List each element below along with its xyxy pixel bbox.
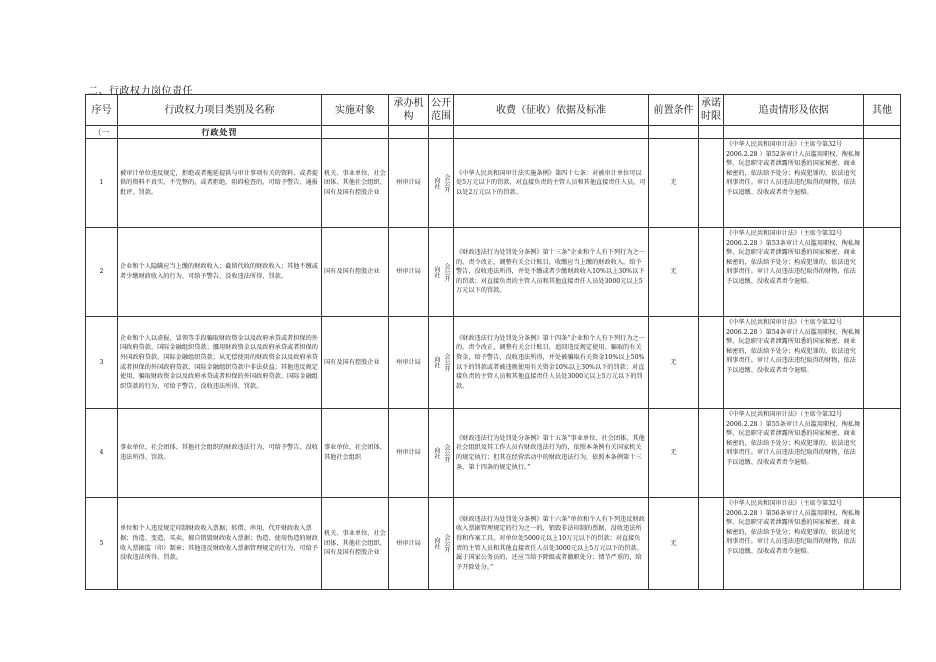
empty-cell <box>699 126 724 139</box>
empty-cell <box>864 126 901 139</box>
row-time-limit <box>699 139 724 228</box>
header-no: 序号 <box>86 95 118 126</box>
table-row <box>86 139 901 228</box>
row-target: 机关、事业单位、社会团体、其他社会组织、国有及国有控股企业 <box>322 498 389 590</box>
row-other <box>864 139 901 228</box>
category-name: 行政处罚 <box>118 126 322 139</box>
header-basis: 收费（征收）依据及标准 <box>454 95 649 126</box>
row-item: 单位和个人违反规定印制财政收入票据；转借、串用、代开财政收入票据；伪造、变造、买卖、擅自销毁财政收入票据；伪造、使用伪造的财政收入票据监（印）制章；其他违反财政收入票据管理规定的行为，可给予没收违法所得、罚款。 <box>118 498 322 590</box>
header-scope: 公开范围 <box>429 95 454 126</box>
header-other: 其他 <box>864 95 901 126</box>
row-agency: 州审计局 <box>389 409 429 498</box>
row-basis: 《财政违法行为处罚处分条例》第十五条“事业单位、社会团体、其他社会组织及其工作人员有财政违法行为的，依照本条例有关国家机关的规定执行；但其在经营活动中的财政违法行为，依照本条例第十三条、第十四条的规定执行。” <box>454 409 649 498</box>
row-scope <box>429 317 454 409</box>
row-basis: 《财政违法行为处罚处分条例》第十三条“企业和个人有下列行为之一的，责令改正，调整有关会计账目，收缴应当上缴的财政收入，给予警告，没收违法所得，并处不缴或者少缴财政收入10%以上30%以下的罚款；对直接负责的主管人员和其他直接责任人员处3000元以上5万元以下的罚款。 <box>454 228 649 317</box>
row-time-limit <box>699 498 724 590</box>
row-agency: 州审计局 <box>389 317 429 409</box>
row-responsibility: 《中华人民共和国审计法》（主席令第32号2006.2.28 ）第53条审计人员滥用职权、徇私舞弊、玩忽职守或者泄露所知悉的国家秘密、商业秘密的，依法给予处分；构成犯罪的，依法追究刑事责任。审计人员违法违纪取得的财物，依法予以追缴、没收或者责令退赔。 <box>724 228 864 317</box>
empty-cell <box>322 126 389 139</box>
row-scope <box>429 498 454 590</box>
row-agency: 州审计局 <box>389 228 429 317</box>
row-scope <box>429 228 454 317</box>
power-responsibility-table <box>85 94 901 590</box>
header-target: 实施对象 <box>322 95 389 126</box>
empty-cell <box>649 126 699 139</box>
empty-cell <box>724 126 864 139</box>
row-scope-b: 会公开 <box>443 173 450 193</box>
row-scope <box>429 139 454 228</box>
row-precondition: 无 <box>649 139 699 228</box>
empty-cell <box>454 126 649 139</box>
row-target: 国有及国有控股企业 <box>322 228 389 317</box>
row-target: 机关、事业单位、社会团体、其他社会组织、国有及国有控股企业 <box>322 139 389 228</box>
header-row <box>86 95 901 126</box>
row-other <box>864 409 901 498</box>
empty-cell <box>429 126 454 139</box>
row-precondition: 无 <box>649 228 699 317</box>
row-agency: 州审计局 <box>389 139 429 228</box>
row-responsibility: 《中华人民共和国审计法》（主席令第32号2006.2.28 ）第52条审计人员滥用职权、徇私舞弊、玩忽职守或者泄露所知悉的国家秘密、商业秘密的，依法给予处分；构成犯罪的，依法追究刑事责任。审计人员违法违纪取得的财物，依法予以追缴、没收或者责令退赔。 <box>724 139 864 228</box>
row-no: 5 <box>86 498 118 590</box>
row-target: 事业单位、社会团体、其他社会组织 <box>322 409 389 498</box>
row-item: 被审计单位违反规定，拒绝或者拖延提供与审计事项有关的资料，或者提供的资料不真实、不完整的，或者拒绝、阻碍检查的，可给予警告、通报批评、罚款。 <box>118 139 322 228</box>
row-scope-b: 会公开 <box>443 534 450 553</box>
row-scope-b: 会公开 <box>443 353 450 372</box>
row-time-limit <box>699 317 724 409</box>
row-other <box>864 228 901 317</box>
table-row <box>86 409 901 498</box>
row-precondition: 无 <box>649 317 699 409</box>
table-row <box>86 317 901 409</box>
row-time-limit <box>699 228 724 317</box>
row-no: 2 <box>86 228 118 317</box>
row-no: 1 <box>86 139 118 228</box>
row-agency: 州审计局 <box>389 498 429 590</box>
header-agency: 承办机构 <box>389 95 429 126</box>
row-scope-b: 会公开 <box>443 443 450 463</box>
row-basis: 《财政违法行为处罚处分条例》第十四条“企业和个人有下列行为之一的，责令改正，调整有关会计账目，追回违反规定使用、骗取的有关资金，给予警告，没收违法所得，并处被骗取有关资金10%以上50%以下的罚款或者被违规使用有关资金10%以上30%以下的罚款；对直接负责的主管人员和其他直接责任人员处3000元以上5万元以下的罚款。 <box>454 317 649 409</box>
row-basis: 《财政违法行为处罚处分条例》第十六条“单位和个人有下列违反财政收入票据管理规定的行为之一的，销毁非法印制的票据，没收违法所得和作案工具。对单位处5000元以上10万元以下的罚款；对直接负责的主管人员和其他直接责任人员处3000元以上5万元以下的罚款。属于国家公务员的，还应当给予降级或者撤职处分；情节严重的，给予开除处分。” <box>454 498 649 590</box>
header-precondition: 前置条件 <box>649 95 699 126</box>
empty-cell <box>389 126 429 139</box>
row-scope-a: 向社 <box>433 446 440 460</box>
row-target: 国有及国有控股企业 <box>322 317 389 409</box>
row-responsibility: 《中华人民共和国审计法》（主席令第32号2006.2.28 ）第56条审计人员滥用职权、徇私舞弊、玩忽职守或者泄露所知悉的国家秘密、商业秘密的，依法给予处分；构成犯罪的，依法追究刑事责任。审计人员违法违纪取得的财物，依法予以追缴、没收或者责令退赔。 <box>724 498 864 590</box>
header-time-limit: 承诺时限 <box>699 95 724 126</box>
row-time-limit <box>699 409 724 498</box>
row-scope-a: 向社 <box>433 537 440 550</box>
row-precondition: 无 <box>649 409 699 498</box>
row-scope <box>429 409 454 498</box>
row-scope-a: 向社 <box>433 356 440 369</box>
row-no: 3 <box>86 317 118 409</box>
header-responsibility: 追责情形及依据 <box>724 95 864 126</box>
row-basis: 《中华人民共和国审计法实施条例》第四十七条：对被审计单位可以处5万元以下的罚款，对直接负责的主管人员和其他直接责任人员，可以处2万元以下的罚款。 <box>454 139 649 228</box>
row-scope-a: 向社 <box>433 176 440 190</box>
row-other <box>864 317 901 409</box>
row-scope-a: 向社 <box>433 265 440 279</box>
row-responsibility: 《中华人民共和国审计法》（主席令第32号2006.2.28 ）第54条审计人员滥用职权、徇私舞弊、玩忽职守或者泄露所知悉的国家秘密、商业秘密的，依法给予处分；构成犯罪的，依法追究刑事责任。审计人员违法违纪取得的财物，依法予以追缴、没收或者责令退赔。 <box>724 317 864 409</box>
row-item: 事业单位、社会团体、其他社会组织的财政违法行为，可给予警告、没收违法所得、罚款。 <box>118 409 322 498</box>
category-no: （一 <box>86 126 118 139</box>
table-row <box>86 498 901 590</box>
section-title: 二、行政权力岗位责任 <box>88 86 193 97</box>
header-item: 行政权力项目类别及名称 <box>118 95 322 126</box>
row-precondition: 无 <box>649 498 699 590</box>
category-row <box>86 126 901 139</box>
row-no: 4 <box>86 409 118 498</box>
row-other <box>864 498 901 590</box>
table-row <box>86 228 901 317</box>
row-item: 企业和个人以虚报、冒领等手段骗取财政资金以及政府承贷或者担保的外国政府贷款、国际金融组织贷款；挪用财政资金以及政府承贷或者担保的外国政府贷款、国际金融组织贷款；从无偿使用的财政资金以及政府承贷或者担保的外国政府贷款、国际金融组织贷款中非法获益；其他违反规定使用、骗取财政资金以及政府承贷或者担保的外国政府贷款、国际金融组织贷款的行为，可给予警告、没收违法所得、罚款。 <box>118 317 322 409</box>
row-scope-b: 会公开 <box>443 262 450 282</box>
row-item: 企业和个人隐瞒应当上缴的财政收入；截留代收的财政收入；其他不缴或者少缴财政收入的行为，可给予警告、没收违法所得、罚款。 <box>118 228 322 317</box>
row-responsibility: 《中华人民共和国审计法》（主席令第32号2006.2.28 ）第55条审计人员滥用职权、徇私舞弊、玩忽职守或者泄露所知悉的国家秘密、商业秘密的，依法给予处分；构成犯罪的，依法追究刑事责任。审计人员违法违纪取得的财物，依法予以追缴、没收或者责令退赔。 <box>724 409 864 498</box>
